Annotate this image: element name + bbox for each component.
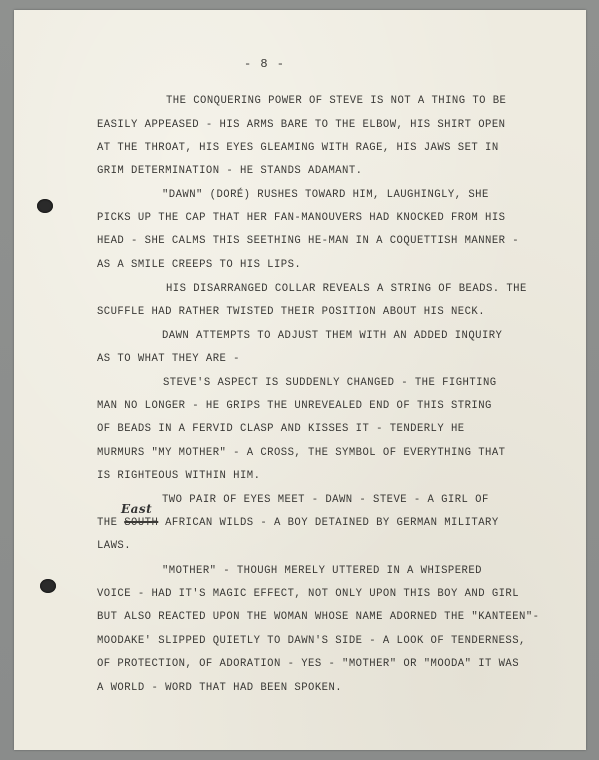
text-fragment: THE bbox=[97, 517, 118, 529]
text-line: AS TO WHAT THEY ARE - bbox=[97, 353, 240, 365]
text-line: "DAWN" (DORÉ) RUSHES TOWARD HIM, LAUGHINGLY, SHE bbox=[162, 189, 489, 201]
text-line: HEAD - SHE CALMS THIS SEETHING HE-MAN IN A COQUETTISH MANNER - bbox=[97, 235, 520, 247]
text-line: SCUFFLE HAD RATHER TWISTED THEIR POSITION ABOUT HIS NECK. bbox=[97, 306, 486, 318]
text-line: OF PROTECTION, OF ADORATION - YES - "MOTHER" OR "MOODA" IT WAS bbox=[97, 658, 520, 670]
text-line: VOICE - HAD IT'S MAGIC EFFECT, NOT ONLY UPON THIS BOY AND GIRL bbox=[97, 588, 520, 600]
punch-hole-top bbox=[37, 199, 53, 213]
page-number: - 8 - bbox=[244, 57, 286, 71]
text-line: OF BEADS IN A FERVID CLASP AND KISSES IT - TENDERLY HE bbox=[97, 423, 465, 435]
handwritten-insertion: East bbox=[121, 502, 153, 516]
text-line: GRIM DETERMINATION - HE STANDS ADAMANT. bbox=[97, 165, 363, 177]
text-line: BUT ALSO REACTED UPON THE WOMAN WHOSE NAME ADORNED THE "KANTEEN"- bbox=[97, 611, 540, 623]
text-line: AT THE THROAT, HIS EYES GLEAMING WITH RAGE, HIS JAWS SET IN bbox=[97, 142, 499, 154]
text-line: "MOTHER" - THOUGH MERELY UTTERED IN A WHISPERED bbox=[162, 565, 482, 577]
struck-out-word: SOUTH bbox=[124, 517, 159, 529]
text-line: MURMURS "MY MOTHER" - A CROSS, THE SYMBOL OF EVERYTHING THAT bbox=[97, 447, 506, 459]
text-line: TWO PAIR OF EYES MEET - DAWN - STEVE - A GIRL OF bbox=[162, 494, 489, 506]
text-line: STEVE'S ASPECT IS SUDDENLY CHANGED - THE FIGHTING bbox=[163, 377, 497, 389]
text-line: MOODAKE' SLIPPED QUIETLY TO DAWN'S SIDE - A LOOK OF TENDERNESS, bbox=[97, 635, 526, 647]
text-line: THE CONQUERING POWER OF STEVE IS NOT A THING TO BE bbox=[166, 95, 507, 107]
text-line: AS A SMILE CREEPS TO HIS LIPS. bbox=[97, 259, 302, 271]
text-line: DAWN ATTEMPTS TO ADJUST THEM WITH AN ADDED INQUIRY bbox=[162, 330, 503, 342]
text-line: LAWS. bbox=[97, 540, 132, 552]
punch-hole-bottom bbox=[40, 579, 56, 593]
text-line: HIS DISARRANGED COLLAR REVEALS A STRING OF BEADS. THE bbox=[166, 283, 527, 295]
text-fragment: AFRICAN WILDS - A BOY DETAINED BY GERMAN MILITARY bbox=[165, 517, 499, 529]
text-line: A WORLD - WORD THAT HAD BEEN SPOKEN. bbox=[97, 682, 343, 694]
text-line: PICKS UP THE CAP THAT HER FAN-MANOUVERS HAD KNOCKED FROM HIS bbox=[97, 212, 506, 224]
text-line-with-correction bbox=[97, 518, 499, 529]
text-line: IS RIGHTEOUS WITHIN HIM. bbox=[97, 470, 261, 482]
text-line: MAN NO LONGER - HE GRIPS THE UNREVEALED END OF THIS STRING bbox=[97, 400, 492, 412]
text-line: EASILY APPEASED - HIS ARMS BARE TO THE ELBOW, HIS SHIRT OPEN bbox=[97, 119, 506, 131]
